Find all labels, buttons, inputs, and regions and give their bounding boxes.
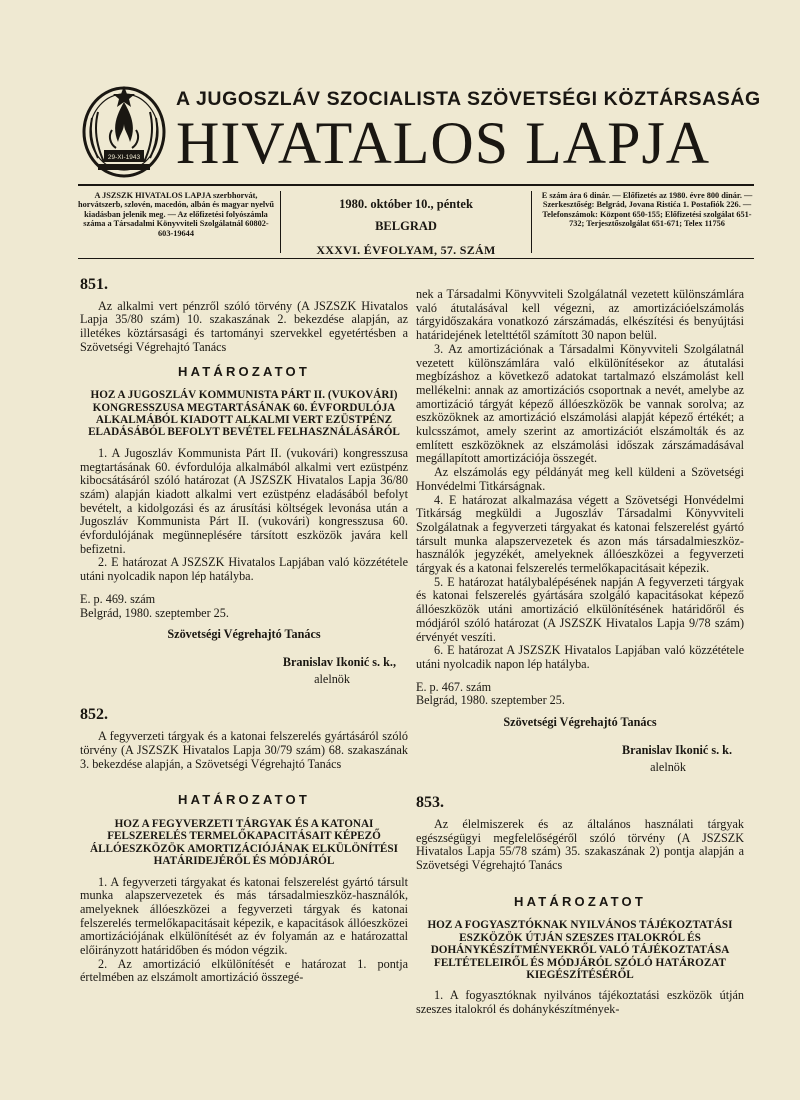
place-date: Belgrád, 1980. szeptember 25. <box>80 605 229 620</box>
divider-line <box>280 191 281 253</box>
signatory-role: alelnök <box>314 671 350 686</box>
decision-heading: HOZ A FOGYASZTÓKNAK NYILVÁNOS TÁJÉKOZTATÁSI ESZKÖZÖK ÚTJÁN SZESZES ITALOKRÓL ÉS DOHÁNYKÉSZÍTMÉNYEKRŐL VALÓ TÁJÉKOZTATÁSA FELTÉTELEIRŐL ÉS MÓDJÁRÓL SZÓLÓ HATÁROZAT KIEGÉSZÍTÉSÉRŐL <box>427 919 733 982</box>
signatory-name: Branislav Ikonić s. k. <box>621 742 732 757</box>
decision-heading: HOZ A FEGYVERZETI TÁRGYAK ÉS A KATONAI FELSZERELÉS TERMELŐKAPACITÁSAIT KÉPEZŐ ÁLLÓESZKÖZÖK AMORTIZÁCIÓJÁNAK ELKÜLÖNÍTÉSI HATÁRIDEJÉRŐL ÉS MÓDJÁRÓL <box>90 817 398 868</box>
paragraph: 6. E határozat A JSZSZK Hivatalos Lapjában való közzététele utáni nyolcadik napon lép hatályba. <box>416 643 744 671</box>
paragraph: 1. A fegyverzeti tárgyakat és katonai felszerelést gyártó társult munka alapszervezetek és más társadalmieszköz-használók, amelyeknek állóeszközei a fegyverzeti tárgyak és katonai felszerelés termelőkapacitásait képezik, e kapacitások állóeszközei amortizációjának elkülönítését az év folyamán az e határozattal előirányzott határidőben és módon végzik. <box>80 874 408 958</box>
decision-intro: A fegyverzeti tárgyak és a katonai felszerelés gyártásáról szóló törvény (A JSZSZK Hivatalos Lapja 30/79 szám) 68. szakaszának 3. bekezdése alapján, a Szövetségi Végrehajtó Tanács <box>80 729 408 771</box>
paragraph: 1. A Jugoszláv Kommunista Párt II. (vukovári) kongresszusa megtartásának 60. évfordulója alkalmából alkalmi vert ezüstpénz kibocsátásáról szóló határozat (A JSZSZK Hivatalos Lapja 36/80 szám) alapján kiadott alkalmi vert ezüstpénz eladásából befolyt bevételt, a kidolgozási és az árusítási költségek levonása után a Jugoszláv Kommunista Párt II. (vukovári) kongresszusa 60. évfordulójának megünneplésére társított eszközök javára kell befizetni. <box>80 445 408 556</box>
right-column <box>416 288 744 1017</box>
emblem-date-text: 29-XI-1943 <box>107 154 141 161</box>
paragraph: 4. E határozat alkalmazása végett a Szövetségi Honvédelmi Titkárság megküldi a Jugoszláv Társadalmi Könyvviteli Szolgálatnak a fegyverzeti tárgyakat és katonai felszerelést gyártó társult munka alapszervezetek és azon más társadalmieszköz-használók jegyzékét, amelyeknek állóeszközei a fegyverzeti tárgyak és a katonai felszerelés termelőkapacitásait képezik. <box>416 492 744 576</box>
masthead-rule <box>78 184 754 186</box>
price-contact-info: E szám ára 6 dinár. — Előfizetés az 1980. évre 800 dinár. — Szerkesztőség: Belgrád, Jovana Ristića 1. Postafiók 226. — Telefonszámok: Központ 650-155; Előfizetési szolgálat 651-732; Terjesztőszolgálat 651-671; Telex 11756 <box>541 191 753 229</box>
decision-intro: Az alkalmi vert pénzről szóló törvény (A JSZSZK Hivatalos Lapja 35/80 szám) 10. szakaszának 2. bekezdése alapján, az illetékes köztársasági és tartományi szervekkel egyetértésben a Szövetségi Végrehajtó Tanács <box>80 298 408 354</box>
signatory-role: alelnök <box>650 759 686 774</box>
paragraph-continued: nek a Társadalmi Könyvviteli Szolgálatnál vezetett különszámlára való átutalásával kell végezni, az amortizációelszámolás tárgyidőszakára vonatkozó zárszámadás, elkészítési és benyújtási határidejének letelttétől számított 30 napon belül. <box>416 287 744 343</box>
paragraph: 1. A fogyasztóknak nyilvános tájékoztatási eszközök útján szeszes italokról és dohánykészítmények- <box>416 988 744 1017</box>
divider-line <box>531 191 532 253</box>
decision-number: 853. <box>416 794 444 812</box>
decision-number: 851. <box>80 276 108 293</box>
left-column <box>80 278 408 985</box>
decision-label: HATÁROZATOT <box>178 363 310 379</box>
issue-date: 1980. október 10., péntek <box>339 197 473 211</box>
decision-number: 852. <box>80 706 108 724</box>
republic-name: A JUGOSZLÁV SZOCIALISTA SZÖVETSÉGI KÖZTÁRSASÁG <box>176 88 761 110</box>
issue-volume: XXXVI. ÉVFOLYAM, 57. SZÁM <box>316 243 496 257</box>
issuing-body: Szövetségi Végrehajtó Tanács <box>503 715 657 730</box>
decision-label: HATÁROZATOT <box>178 792 310 808</box>
issue-info <box>288 197 524 258</box>
reference-number: E. p. 469. szám <box>80 591 156 606</box>
band-rule <box>78 258 754 259</box>
decision-heading: HOZ A JUGOSZLÁV KOMMUNISTA PÁRT II. (VUKOVÁRI) KONGRESSZUSA MEGTARTÁSÁNAK 60. ÉVFORDULÓJA ALKALMÁBÓL KIADOTT ALKALMI VERT EZÜSTPÉNZ ELADÁSÁBÓL BEFOLYT BEVÉTEL FELHASZNÁLÁSÁRÓL <box>88 389 400 439</box>
state-emblem-icon <box>78 78 170 182</box>
paragraph: 5. E határozat hatálybalépésének napján A fegyverzeti tárgyak és katonai felszerelés gyártására szolgáló kapacitásokat képező állóeszközök utáni amortizáció elkülönítésének határidőről és módjáról szóló határozat (A JSZSZK Hivatalos Lapja 9/78 szám) érvényét veszíti. <box>416 574 744 644</box>
paragraph: 2. Az amortizáció elkülönítését e határozat 1. pontja értelmében az elszámolt amortizáció összegé- <box>80 956 408 985</box>
paragraph: 3. Az amortizációnak a Társadalmi Könyvviteli Szolgálatnál vezetett különszámlára való elkülönítésekor az átutalási megbízáshoz a következő adatokat tartalmazó elszámolást kell mellékelni: annak az amortizációs csoportnak a nevét, amelybe az amortizáció tárgyát képező állóeszközök be vannak sorolva; az eszközöknek az amortizáció elszámolási alapját képező értékét; a kulcsszámot, amely szerint az amortizációt elszámolták és az említett eszközöknek az elszámolási időszak zárszámadásával megállapított amortizációja összegét. <box>416 341 744 466</box>
reference-number: E. p. 467. szám <box>416 679 492 694</box>
signatory-name: Branislav Ikonić s. k., <box>282 654 396 669</box>
decision-intro: Az élelmiszerek és az általános használati tárgyak egészségügyi megfelelőségéről szóló törvény (A JSZSZK Hivatalos Lapja 55/78 szám) 35. szakaszának 2) pontja alapján a Szövetségi Végrehajtó Tanács <box>416 816 744 873</box>
issuing-body: Szövetségi Végrehajtó Tanács <box>167 627 321 642</box>
paragraph: Az elszámolás egy példányát meg kell küldeni a Szövetségi Honvédelmi Titkárságnak. <box>416 465 744 493</box>
paragraph: 2. E határozat A JSZSZK Hivatalos Lapjában való közzététele utáni nyolcadik napon lép hatályba. <box>80 555 408 584</box>
issue-place: BELGRAD <box>375 219 437 233</box>
decision-label: HATÁROZATOT <box>514 893 646 909</box>
publication-info: A JSZSZK HIVATALOS LAPJA szerbhorvát, horvátszerb, szlovén, macedón, albán és magyar nyelvű kiadásban jelenik meg. — Az előfizetési folyószámla száma a Társadalmi Könyvviteli Szolgálatnál 60802-603-19644 <box>78 191 274 238</box>
place-date: Belgrád, 1980. szeptember 25. <box>416 693 565 708</box>
gazette-title: HIVATALOS LAPJA <box>176 110 711 176</box>
